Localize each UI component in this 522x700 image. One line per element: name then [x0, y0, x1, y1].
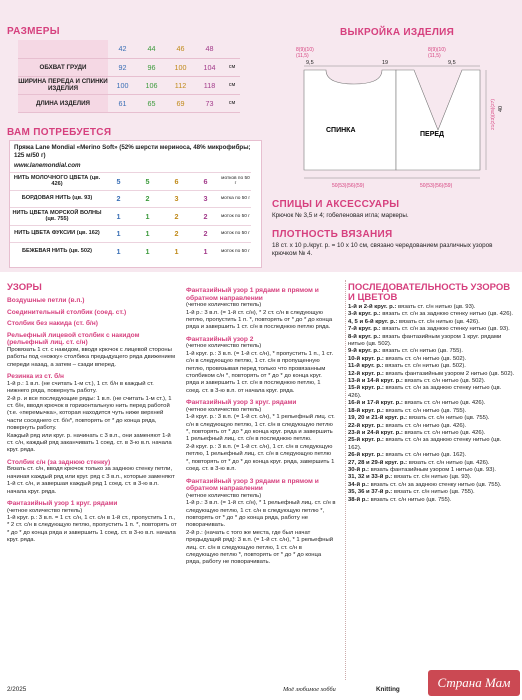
- block-text: Вязать ст. с/н, вводя крючок только за заднюю стенку петли, начиная каждый ряд или круг. ряд с 3 в.п., которые заменяют 1-й ст. с/н, и завершая каждый ряд 1 соед. ст. в 3-ю в.п. начала круг. ряда.: [7, 466, 175, 495]
- size-value: 118: [195, 76, 224, 94]
- sequence-row-text: вязать ст. с/н нитью (цв. 93).: [392, 474, 472, 481]
- size-value: 48: [195, 40, 224, 58]
- patterns-column: [7, 283, 177, 545]
- front-shape: [396, 70, 480, 170]
- sequence-column: [348, 283, 516, 504]
- size-row: [18, 76, 240, 94]
- accessories-text: Крючок № 3,5 и 4; гобеленовая игла; маркеры.: [272, 212, 409, 219]
- sequence-row-label: 11-й круг. р.:: [348, 363, 384, 370]
- sequence-row: [348, 460, 516, 467]
- yarn-value: 1: [191, 243, 220, 261]
- block-text: 2-й р. и все последующие ряды: 1 в.п. (не считать 1-м ст.), 1 ст. б/н, вводя крючок в горизонтальную нить перед работой (т.е. «перемычка», которая находится чуть ниже верхней части соседнего ст. б/н*, повторять от * до конца ряда, повернуть работу.: [7, 395, 172, 432]
- block-heading: Фантазийный узор 1 круг. рядами: [7, 500, 118, 508]
- sequence-row-text: вязать ст. с/н нитью (цв. 426).: [402, 400, 486, 407]
- sequence-row-text: вязать ст. с/н нитью (цв. 426).: [383, 422, 467, 429]
- size-value: 106: [137, 76, 166, 94]
- block-heading: Фантазийный узор 1 рядами в прямом и обратном направлении: [186, 287, 319, 302]
- sequence-row-label: 12-й круг. р.:: [348, 370, 384, 377]
- sequence-row: [348, 311, 516, 318]
- size-value: 73: [195, 94, 224, 112]
- sizes-title: РАЗМЕРЫ: [7, 26, 60, 37]
- gauge-text: 18 ст. х 10 р./круг. р. = 10 х 10 см, связано чередованием различных узоров крючком № 4.: [272, 242, 493, 257]
- sequence-row-label: 3-й круг. р.:: [348, 311, 381, 318]
- sequence-row: [348, 497, 516, 504]
- accessories-title: СПИЦЫ И АКСЕССУАРЫ: [272, 199, 400, 210]
- size-value: 104: [195, 58, 224, 76]
- size-unit: см: [224, 94, 240, 112]
- yarn-value: 1: [133, 225, 162, 243]
- sequence-row-text: вязать ст. с/н нитью (цв. 426).: [397, 318, 480, 325]
- sequence-row-label: 16-й и 17-й круг. р.:: [348, 400, 403, 407]
- size-value: 100: [108, 76, 137, 94]
- yarn-label: НИТЬ МОЛОЧНОГО ЦВЕТА (цв. 426): [10, 173, 104, 191]
- width-back: 50(53)(56)(59): [332, 183, 365, 189]
- sequence-row-text: вязать ст. с/н нитью (цв. 502).: [383, 363, 466, 370]
- sequence-row-text: вязать фантазийным узором 1 нитью (цв. 93).: [368, 466, 497, 473]
- size-value: 46: [166, 40, 195, 58]
- sequence-row: [348, 363, 516, 370]
- size-label: ДЛИНА ИЗДЕЛИЯ: [18, 94, 108, 112]
- size-label: [18, 40, 108, 58]
- yarn-value: 2: [162, 208, 191, 226]
- sequence-row-text: вязать ст. с/н за заднюю стенку нитью (цв. 426).: [380, 311, 514, 318]
- sequence-row-label: 35, 36 и 37-й р.:: [348, 489, 393, 496]
- top-right-size2: (11,5): [428, 53, 441, 59]
- block-text: Каждый ряд или круг. р. начинать с 3 в.п., они заменяют 1-й ст. с/н, каждый ряд заканчивать 1 соед. ст. в 3-ю в.п. начала круг. ряда.: [7, 432, 172, 454]
- yarn-value: 3: [191, 190, 220, 208]
- size-row: [18, 40, 240, 58]
- block-text: 2-й р.: (начать с того же места, где был начат предыдущий ряд): 3 в.п. (= 1-й ст. с/н), * 1 рельефный лиц. ст. с/н в следующую петлю, 1 ст. с/н в следующую петлю *, повторять от * до * до конца ряда, работу не поворачивать.: [186, 529, 334, 566]
- sequence-row-text: вязать ст. с/н нитью (цв. 755).: [407, 415, 490, 422]
- sequence-row: [348, 371, 516, 378]
- sequence-row-label: 27, 28 и 29-й круг. р.:: [348, 459, 408, 466]
- gauge-title: ПЛОТНОСТЬ ВЯЗАНИЯ: [272, 229, 393, 240]
- watermark-logo: Страна Мам: [428, 670, 520, 696]
- footer-magazine: Моё любимое хобби: [283, 686, 336, 693]
- top-left-size: 8(9)(10): [296, 47, 314, 53]
- sequence-row-text: вязать фантазийным узором 1 круг. рядами нитью (цв. 502).: [348, 333, 502, 348]
- sequence-row-text: вязать ст. с/н нитью (цв. 93).: [396, 304, 476, 310]
- block-text: (четное количество петель): [7, 507, 83, 514]
- yarn-value: 2: [133, 190, 162, 208]
- sequence-row-label: 4, 5 и 6-й круг. р.:: [348, 318, 398, 325]
- yarn-value: 5: [104, 173, 133, 191]
- sequence-row: [348, 474, 516, 481]
- yarn-unit: мотков по 50 г: [220, 173, 251, 191]
- yarn-value: 5: [133, 173, 162, 191]
- sequence-row: [348, 437, 516, 452]
- sequence-row-label: 7-й круг. р.:: [348, 326, 381, 333]
- pattern-diagram: [296, 42, 510, 200]
- size-value: 92: [108, 58, 137, 76]
- block-text: (четное количество петель): [186, 302, 262, 309]
- yarn-value: 6: [162, 173, 191, 191]
- sequence-row-text: вязать ст. с/н нитью (цв. 755).: [368, 496, 452, 503]
- size-value: 65: [137, 94, 166, 112]
- yarn-table: [10, 172, 251, 260]
- block-text: 1-й р.: 1 в.п. (не считать 1-м ст.), 1 ст. б/н в каждый ст. нижнего ряда, повернуть работу.: [7, 380, 154, 395]
- sequence-row-label: 9-й круг. р.:: [348, 348, 381, 355]
- sequence-row-text: вязать ст. с/н нитью (цв. 755).: [392, 489, 475, 496]
- size-row: [18, 58, 240, 76]
- yarn-unit: моток по 50 г: [220, 225, 251, 243]
- block-text: 2-й круг. р.: 3 в.п. (= 1-й ст. с/н), 1 ст. с/н в следующую петлю, 1 рельефный лиц. ст. с/н в следующую петлю *, повторять от * до * до конца круг. ряда, завершить 1 соед. ст. в 3-ю в.п.: [186, 443, 335, 473]
- block-heading: Фантазийный узор 3 круг. рядами: [186, 399, 297, 407]
- sizes-table: [18, 40, 240, 113]
- size-unit: см: [224, 76, 240, 94]
- yarn-label: БОРДОВАЯ НИТЬ (цв. 93): [10, 190, 104, 208]
- yarn-row: [10, 225, 251, 243]
- size-value: 112: [166, 76, 195, 94]
- sequence-row: [348, 326, 516, 333]
- sequence-row-label: 38-й р.:: [348, 496, 369, 503]
- yarn-unit: моток по 50 г: [220, 243, 251, 261]
- block-heading: Резинка из ст. б/н: [7, 373, 65, 381]
- yarn-box: [9, 140, 262, 268]
- sequence-row-label: 8-й круг. р.:: [348, 333, 381, 340]
- yarn-value: 1: [104, 243, 133, 261]
- yarn-value: 1: [162, 243, 191, 261]
- sequence-row-label: 23-й и 24-й круг. р.:: [348, 429, 403, 436]
- sequence-row-text: вязать ст. с/н нитью (цв. 162).: [383, 452, 467, 459]
- sequence-row: [348, 415, 516, 422]
- sequence-row-text: вязать ст. с/н нитью (цв. 502).: [402, 378, 486, 385]
- yarn-value: 2: [162, 225, 191, 243]
- sequence-row: [348, 489, 516, 496]
- yarn-value: 1: [133, 243, 162, 261]
- top-left-value: 9,5: [306, 60, 314, 66]
- size-value: 44: [137, 40, 166, 58]
- sequence-row-label: 22-й круг. р.:: [348, 422, 384, 429]
- block-heading: Фантазийный узор 2: [186, 335, 254, 343]
- sequence-row: [348, 348, 516, 355]
- back-label: СПИНКА: [326, 127, 356, 134]
- size-value: 61: [108, 94, 137, 112]
- sequence-row-label: 25-й круг. р.:: [348, 437, 384, 444]
- sequence-row: [348, 423, 516, 430]
- sequence-row-label: 15-й круг. р.:: [348, 385, 384, 392]
- block-text: 1-й р.: 3 в.п. (= 1-й ст. с/н), * 2 ст. с/н в следующую петлю, пропустить 1 п. *, повторять от * до * до конца ряда и завершить 1 ст. с/н в последнюю петлю ряда.: [186, 309, 333, 331]
- block-text: 1-й круг. р.: 3 в.п. = 1 ст. с/н, 1 ст. с/н в 1-й ст., пропустить 1 п., * 2 ст. с/н в следующую петлю, пропустить 1 п. *, повторять от * до * до конца ряда и завершить 1 соед. ст. в 3-ю в.п. начала круг. ряда.: [7, 515, 177, 544]
- need-title: ВАМ ПОТРЕБУЕТСЯ: [7, 127, 112, 138]
- sequence-row-label: 26-й круг. р.:: [348, 452, 384, 459]
- size-value: 100: [166, 58, 195, 76]
- yarn-label: БЕЖЕВАЯ НИТЬ (цв. 502): [10, 243, 104, 261]
- block-heading: Фантазийный узор 3 рядами в прямом и обратном направлении: [186, 477, 319, 493]
- block-text: Провязать 1 ст. с накидом, вводя крючок с лицевой стороны работы под «ножку» столбика предыдущего ряда движением спереди назад, а затем – сзади вперед.: [7, 346, 176, 368]
- sequence-row-label: 10-й круг. р.:: [348, 355, 384, 362]
- sequence-row: [348, 385, 516, 400]
- block-text: (четное количество петель): [186, 492, 262, 499]
- block-text: 1-й круг. р.: 3 в.п. (= 1-й ст. с/н), * 1 рельефный лиц. ст. с/н в следующую петлю, 1 ст. с/н в следующую петлю *, повторять от * до * до конца круг. ряда и завершить 1 рельефный лиц. ст. с/н в последнюю петлю.: [186, 414, 335, 443]
- sequence-row-text: вязать ст. с/н за заднюю стенку нитью (цв. 426).: [348, 385, 502, 399]
- back-shape: [304, 70, 396, 170]
- yarn-row: [10, 190, 251, 208]
- block-heading: Столбик без накида (ст. б/н): [7, 320, 98, 328]
- sequence-row: [348, 452, 516, 459]
- divider: [345, 280, 346, 680]
- sequence-row-text: вязать ст. с/н за заднюю стенку нитью (цв. 93).: [380, 326, 510, 333]
- sequence-row-label: 18-й круг. р.:: [348, 407, 384, 414]
- sequence-row-text: вязать ст. с/н нитью (цв. 755).: [380, 348, 463, 355]
- yarn-label: НИТЬ ЦВЕТА МОРСКОЙ ВОЛНЫ (цв. 755): [10, 208, 104, 226]
- sequence-row-text: вязать ст. с/н нитью (цв. 426).: [402, 429, 486, 436]
- sequence-row-label: 31, 32 и 33-й р.:: [348, 474, 393, 481]
- block-text: (четное количество петель): [186, 406, 262, 413]
- top-right-size: 8(9)(10): [428, 47, 446, 53]
- block-text: 1-й р.: 3 в.п. (= 1-й ст. с/н), * 1 рельефный лиц. ст. с/н в следующую петлю, 1 ст. с/н в следующую петлю *, повторять от * до * до конца ряда, работу не поворачивать.: [186, 500, 336, 529]
- height-b: 40: [498, 105, 504, 112]
- block-heading: Соединительный столбик (соед. ст.): [7, 308, 127, 316]
- sequence-row: [348, 408, 516, 415]
- yarn-value: 2: [104, 190, 133, 208]
- sequence-row-label: 30-й р.:: [348, 466, 369, 473]
- size-unit: см: [224, 58, 240, 76]
- footer-date: 2/2025: [7, 686, 27, 693]
- top-mid-value: 19: [382, 60, 389, 66]
- patterns-title: УЗОРЫ: [7, 282, 42, 293]
- yarn-site: www.lanemondial.com: [14, 162, 81, 170]
- height-a: 21(23)(25)(27): [491, 99, 496, 130]
- block-text: 1-й круг. р.: 3 в.п. (= 1-й ст. с/н), * пропустить 1 п., 1 ст. с/н в следующую петлю, 1 ст. с/н в пропущенную петлю, провязывая перед только что провязанным столбиком с/н *, повторять от * до * до конца круг. ряда и завершить 1 ст. с/н в последнюю петлю, 1 соед. ст. в 3-ю в.п. от начала круг. ряда.: [186, 350, 334, 394]
- footer-knitting: Knitting: [376, 686, 400, 693]
- top-right-value: 9,5: [448, 60, 456, 66]
- patterns-column-2: [186, 283, 336, 567]
- size-label: ОБХВАТ ГРУДИ: [18, 58, 108, 76]
- block-heading: Воздушные петли (в.п.): [7, 297, 85, 304]
- sequence-row-text: вязать ст. с/н нитью (цв. 755).: [383, 407, 467, 414]
- sequence-row-label: 19, 20 и 21-й круг. р.:: [348, 415, 408, 422]
- yarn-row: [10, 173, 251, 191]
- yarn-value: 1: [104, 225, 133, 243]
- yarn-row: [10, 243, 251, 261]
- yarn-value: 6: [191, 173, 220, 191]
- front-label: ПЕРЕД: [420, 131, 445, 138]
- sequence-row: [348, 334, 516, 349]
- size-row: [18, 94, 240, 112]
- sequence-row-label: 34-й р.:: [348, 481, 369, 488]
- top-left-size2: (11,5): [296, 53, 309, 59]
- yarn-value: 3: [162, 190, 191, 208]
- size-value: 69: [166, 94, 195, 112]
- size-value: 42: [108, 40, 137, 58]
- width-front: 50(53)(56)(59): [420, 183, 453, 189]
- sequence-title: ПОСЛЕДОВАТЕЛЬНОСТЬ УЗОРОВ И ЦВЕТОВ: [348, 282, 511, 303]
- pattern-title: ВЫКРОЙКА ИЗДЕЛИЯ: [340, 27, 455, 38]
- yarn-value: 1: [104, 208, 133, 226]
- sequence-row-label: 1-й и 2-й круг. р.:: [348, 304, 397, 310]
- sequence-row-text: вязать ст. с/н за заднюю стенку нитью (цв. 162).: [348, 437, 502, 451]
- yarn-row: [10, 208, 251, 226]
- size-unit: [224, 40, 240, 58]
- yarn-value: 1: [133, 208, 162, 226]
- size-label: ШИРИНА ПЕРЕДА И СПИНКИ ИЗДЕЛИЯ: [18, 78, 108, 92]
- yarn-value: 2: [191, 208, 220, 226]
- yarn-title: Пряжа Lane Mondial «Merino Soft» (52% шерсти мериноса, 48% микрофибры; 125 м/50 г): [14, 144, 251, 159]
- sequence-row-text: вязать ст. с/н нитью (цв. 426).: [407, 459, 490, 466]
- sequence-row: [348, 400, 516, 407]
- block-text: (четное количество петель): [186, 343, 262, 350]
- yarn-label: НИТЬ ЦВЕТА ФУКСИИ (цв. 162): [10, 225, 104, 243]
- size-value: 96: [137, 58, 166, 76]
- sequence-row-text: вязать фантазийным узором 2 нитью (цв. 502).: [383, 370, 515, 377]
- yarn-value: 2: [191, 225, 220, 243]
- sequence-row-label: 13-й и 14-й круг. р.:: [348, 378, 403, 385]
- yarn-unit: мотка по 50 г: [220, 190, 251, 208]
- block-heading: Столбик с/н (за заднюю стенку): [7, 458, 111, 466]
- yarn-unit: моток по 50 г: [220, 208, 251, 226]
- sequence-row-text: вязать ст. с/н за заднюю стенку нитью (цв. 755).: [368, 481, 502, 488]
- block-heading: Рельефный лицевой столбик с накидом (рельефный лиц. ст. с/н): [7, 331, 140, 347]
- sequence-row-text: вязать ст. с/н нитью (цв. 502).: [383, 355, 467, 362]
